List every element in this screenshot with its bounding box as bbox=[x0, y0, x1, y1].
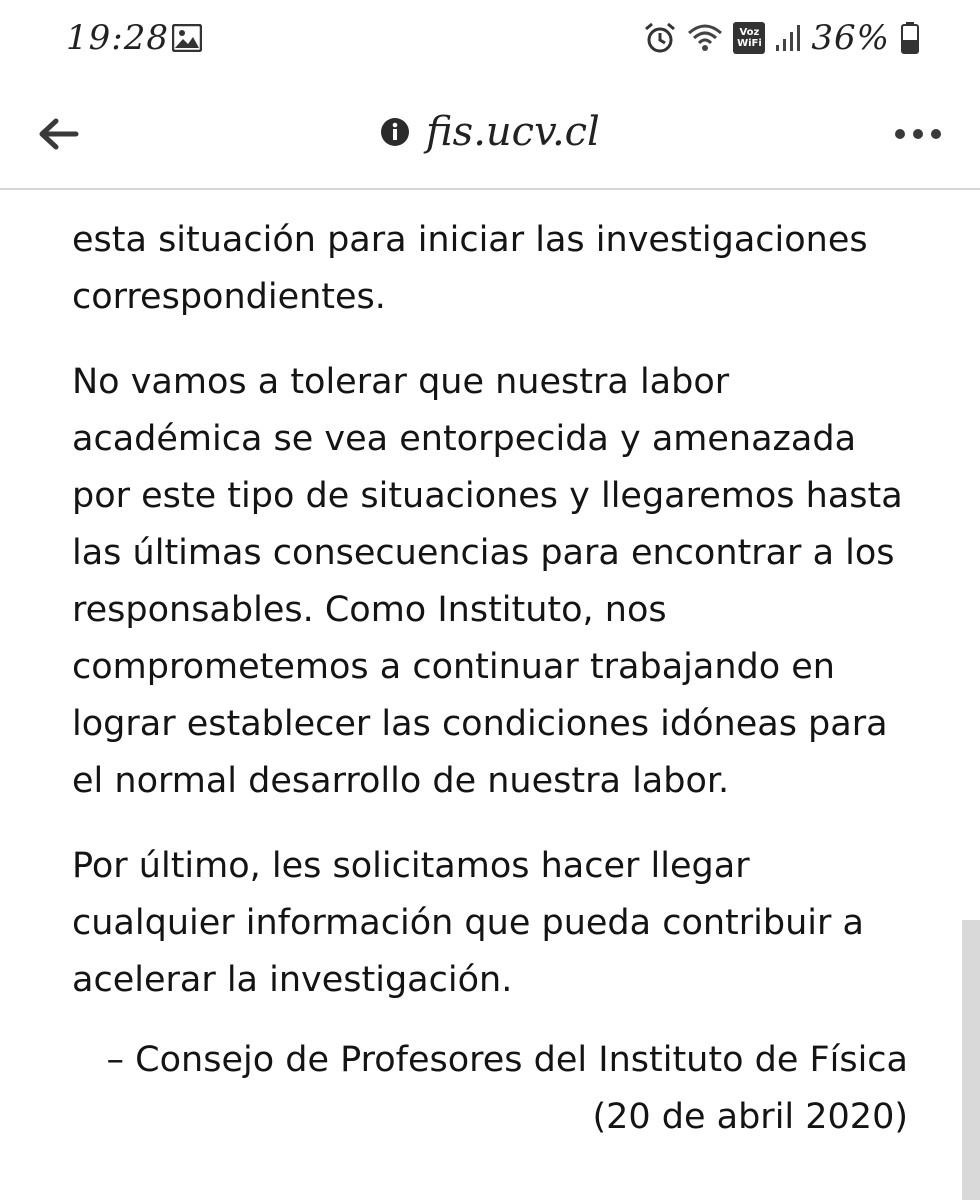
status-icons bbox=[643, 16, 920, 60]
paragraph-3: Por último, les solicitamos hacer llegar cualquier información que pueda contribuir a acelerar la investigación. bbox=[72, 846, 864, 1000]
wifi-icon bbox=[687, 22, 723, 54]
battery-percent: 36% bbox=[811, 18, 890, 58]
signal-icon bbox=[775, 23, 801, 53]
back-button[interactable] bbox=[36, 112, 80, 156]
voz-wifi-badge: Voz WiFi bbox=[733, 22, 765, 54]
status-bar bbox=[0, 0, 980, 76]
more-options-icon[interactable] bbox=[892, 118, 944, 150]
status-time: 19:28 bbox=[66, 18, 169, 58]
paragraph-2: No vamos a tolerar que nuestra labor académica se vea entorpecida y amenazada por este tipo de situaciones y llegaremos hasta las últimas consecuencias para encontrar a los responsables. Como Instituto, nos comprometemos a continuar trabajando en lograr establecer las condiciones idóneas para el normal desarrollo de nuestra labor. bbox=[72, 362, 903, 801]
browser-toolbar bbox=[0, 76, 980, 190]
paragraph-1: esta situación para iniciar las investigaciones correspondientes. bbox=[72, 220, 868, 317]
signature-date: (20 de abril 2020) bbox=[592, 1097, 908, 1137]
url-text[interactable]: fis.ucv.cl bbox=[426, 109, 600, 155]
info-icon[interactable] bbox=[380, 117, 410, 147]
gallery-icon bbox=[172, 24, 202, 52]
address-bar[interactable] bbox=[380, 104, 600, 160]
article-body bbox=[72, 212, 922, 1037]
scrollbar[interactable] bbox=[962, 920, 980, 1200]
signature bbox=[107, 1032, 908, 1146]
alarm-icon bbox=[643, 21, 677, 55]
battery-icon bbox=[900, 21, 920, 55]
signature-author: – Consejo de Profesores del Instituto de Física bbox=[106, 1040, 908, 1080]
